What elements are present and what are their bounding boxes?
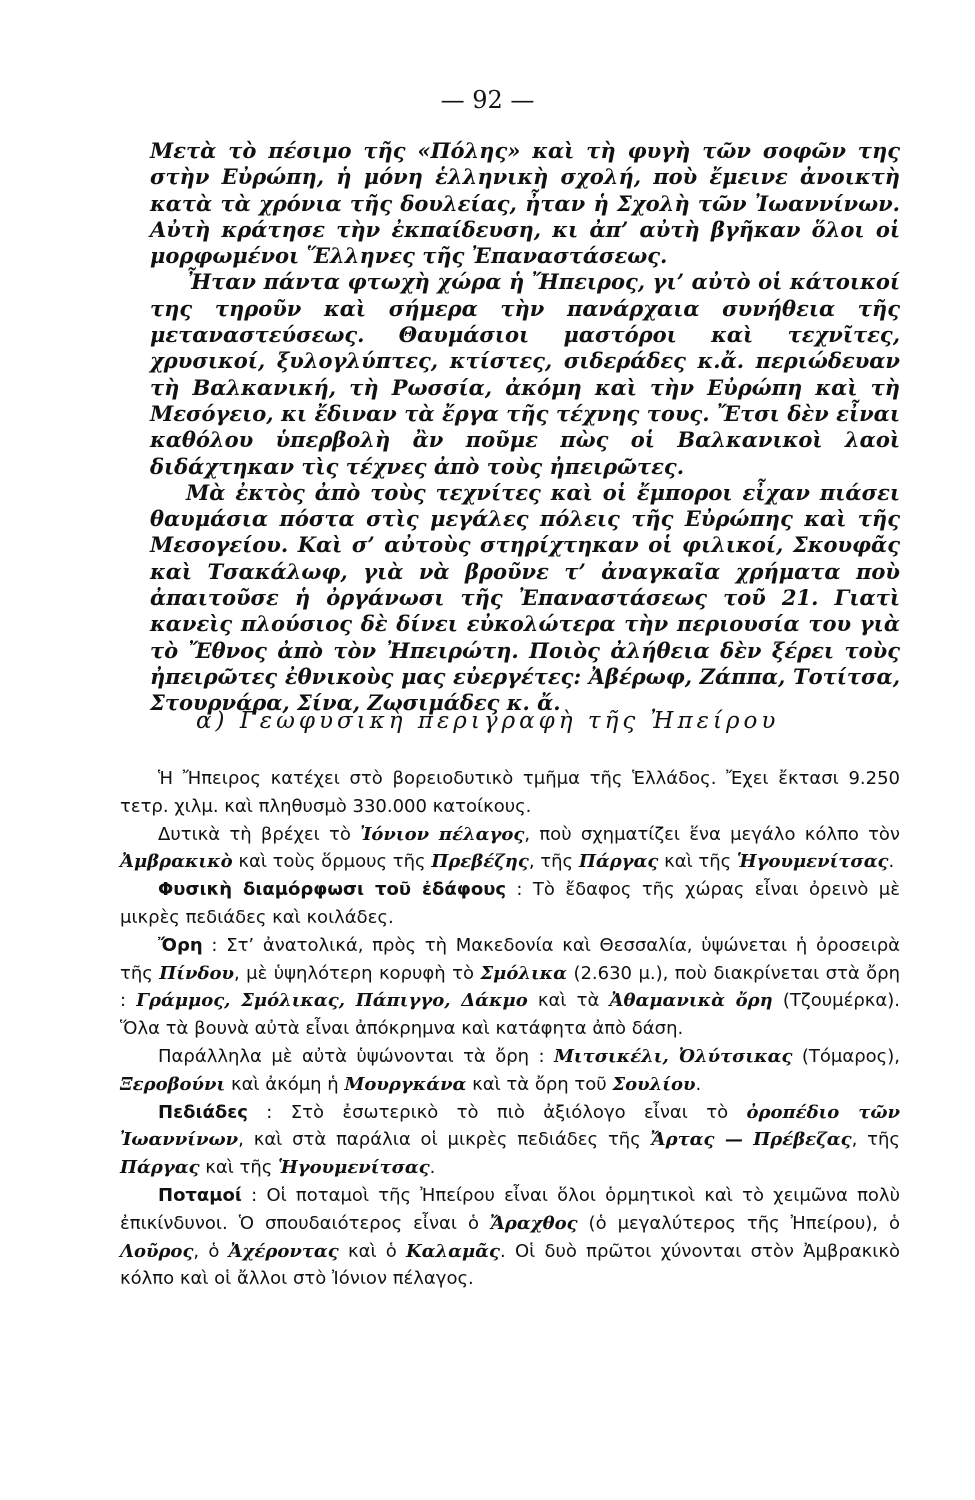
text-run: , ποὺ σχηματίζει ἕνα μεγάλο κόλπο τὸν — [524, 823, 900, 845]
paragraph — [120, 932, 900, 1043]
geography-text — [120, 765, 900, 1293]
emphasized-term: Σουλίου — [612, 1073, 696, 1095]
text-run: : Οἱ ποταμοὶ τῆς Ἠπείρου εἶναι ὅλοι ὁρμητικοὶ καὶ τὸ χειμῶνα πολὺ ἐπικίνδυνοι. Ὁ σπουδαιότερος εἶναι ὁ — [120, 1184, 900, 1234]
text-run: καὶ τοὺς ὅρμους τῆς — [232, 851, 432, 873]
text-run: , ὁ — [193, 1240, 229, 1262]
emphasized-term: ὀροπέδιο τῶν Ἰωαννίνων — [120, 1101, 900, 1151]
emphasized-term: Πάργας — [578, 851, 659, 873]
emphasized-term: Πρεβέζης — [431, 851, 529, 873]
text-run: Παράλληλα μὲ αὐτὰ ὑψώνονται τὰ ὄρη : — [158, 1045, 554, 1067]
text-run: καὶ τῆς — [199, 1157, 279, 1179]
emphasized-term: Ἡγουμενίτσας — [736, 851, 889, 873]
text-run: : Στ’ ἀνατολικά, πρὸς τὴ Μακεδονία καὶ Θεσσαλία, ὑψώνεται ἡ ὀροσειρὰ τῆς — [120, 934, 900, 984]
text-run: : Στὸ ἐσωτερικὸ τὸ πιὸ ἀξιόλογο εἶναι τὸ — [247, 1101, 747, 1123]
text-run: καὶ ἀκόμη ἡ — [225, 1073, 345, 1095]
emphasized-term: Λοῦρος — [120, 1240, 194, 1262]
emphasized-term: Πίνδου — [159, 962, 234, 984]
emphasized-term: Ξεροβούνι — [120, 1073, 226, 1095]
section-heading: α) Γεωφυσικὴ περιγραφὴ τῆς Ἠπείρου — [196, 708, 780, 734]
paragraph: Μετὰ τὸ πέσιμο τῆς «Πόλης» καὶ τὴ φυγὴ τῶν σοφῶν της στὴν Εὐρώπη, ἡ μόνη ἑλληνικὴ σχολή, ποὺ ἔμεινε ἀνοικτὴ κατὰ τὰ χρόνια τῆς δουλείας, ἦταν ἡ Σχολὴ τῶν Ἰωαννίνων. Αὐτὴ κράτησε τὴν ἐκπαίδευση, κι ἀπ’ αὐτὴ βγῆκαν ὅλοι οἱ μορφωμένοι Ἕλληνες τῆς Ἐπαναστάσεως. — [150, 138, 900, 269]
text-run: καὶ ὁ — [338, 1240, 407, 1262]
paragraph-lead: Φυσικὴ διαμόρφωσι τοῦ ἐδάφους — [158, 879, 507, 901]
emphasized-term: Πάργας — [120, 1157, 200, 1179]
historical-text — [150, 138, 900, 717]
text-run: καὶ τῆς — [658, 851, 737, 873]
emphasized-term: Ἡγουμενίτσας — [278, 1157, 430, 1179]
text-run: . — [695, 1073, 702, 1095]
paragraph: Μὰ ἐκτὸς ἀπὸ τοὺς τεχνίτες καὶ οἱ ἔμποροι εἶχαν πιάσει θαυμάσια πόστα στὶς μεγάλες πόλεις τῆς Εὐρώπης καὶ τῆς Μεσογείου. Καὶ σ’ αὐτοὺς στηρίχτηκαν οἱ φιλικοί, Σκουφᾶς καὶ Τσακάλωφ, γιὰ νὰ βροῦνε τ’ ἀναγκαῖα χρήματα ποὺ ἀπαιτοῦσε ἡ ὀργάνωσι τῆς Ἐπαναστάσεως τοῦ 21. Γιατὶ κανεὶς πλούσιος δὲ δίνει εὐκολώτερα τὴν περιουσία του γιὰ τὸ Ἔθνος ἀπὸ τὸν Ἠπειρώτη. Ποιὸς ἀλήθεια δὲν ξέρει τοὺς ἠπειρῶτες ἐθνικοὺς μας εὐεργέτες: Ἀβέρωφ, Ζάππα, Τοτίτσα, Στουρνάρα, Σίνα, Ζωσιμάδες κ. ἄ. — [150, 479, 900, 716]
emphasized-term: Ἀμβρακικὸ — [120, 851, 233, 873]
text-run: καὶ τὰ ὄρη τοῦ — [466, 1073, 613, 1095]
text-run: (2.630 μ.), ποὺ διακρίνεται στὰ ὄρη : — [120, 962, 900, 1012]
paragraph: Ἡ Ἤπειρος κατέχει στὸ βορειοδυτικὸ τμῆμα τῆς Ἑλλάδος. Ἔχει ἔκτασι 9.250 τετρ. χιλμ. καὶ πληθυσμὸ 330.000 κατοίκους. — [120, 768, 900, 817]
text-run: (Τζουμέρκα). Ὅλα τὰ βουνὰ αὐτὰ εἶναι ἀπόκρημνα καὶ κατάφητα ἀπὸ δάση. — [120, 990, 900, 1040]
emphasized-term: Μουργκάνα — [344, 1073, 467, 1095]
text-run: : Τὸ ἔδαφος τῆς χώρας εἶναι ὀρεινὸ μὲ μικρὲς πεδιάδες καὶ κοιλάδες. — [120, 879, 900, 928]
paragraph: Ἦταν πάντα φτωχὴ χώρα ἡ Ἤπειρος, γι’ αὐτὸ οἱ κάτοικοί της τηροῦν καὶ σήμερα τὴν πανάρχαια συνήθεια τῆς μεταναστεύσεως. Θαυμάσιοι μαστόροι καὶ τεχνῖτες, χρυσικοί, ξυλογλύπτες, κτίστες, σιδεράδες κ.ἄ. περιώδευαν τὴ Βαλκανική, τὴ Ρωσσία, ἀκόμη καὶ τὴν Εὐρώπη καὶ τὴ Μεσόγειο, κι ἔδιναν τὰ ἔργα τῆς τέχνης τους. Ἔτσι δὲν εἶναι καθόλου ὑπερβολὴ ἂν ποῦμε πὼς οἱ Βαλκανικοὶ λαοὶ διδάχτηκαν τὶς τέχνες ἀπὸ τοὺς ἠπειρῶτες. — [150, 269, 900, 479]
paragraph-lead: Πεδιάδες — [158, 1101, 248, 1123]
emphasized-term: Ἀχέροντας — [228, 1240, 339, 1262]
text-run: (Τόμαρος), — [792, 1045, 900, 1067]
paragraph — [120, 1043, 900, 1099]
paragraph — [120, 821, 900, 877]
emphasized-term: Γράμμος, Σμόλικας, Πάπιγγο, Δάκμο — [136, 990, 528, 1012]
emphasized-term: Ἄραχθος — [489, 1212, 578, 1234]
emphasized-term: Μιτσικέλι, Ὀλύτσικας — [554, 1045, 793, 1067]
page-number: — 92 — — [440, 86, 535, 114]
text-run: Δυτικὰ τὴ βρέχει τὸ — [158, 823, 361, 845]
text-run: . — [429, 1157, 436, 1179]
text-run: (ὁ μεγαλύτερος τῆς Ἠπείρου), ὁ — [577, 1212, 900, 1234]
emphasized-term: Καλαμᾶς — [406, 1240, 500, 1262]
paragraph — [120, 1099, 900, 1182]
paragraph-lead: Ποταμοί — [158, 1184, 242, 1206]
paragraph — [120, 876, 900, 932]
text-run: , καὶ στὰ παράλια οἱ μικρὲς πεδιάδες τῆς — [238, 1129, 651, 1151]
emphasized-term: Ἀθαμανικὰ ὄρη — [609, 990, 773, 1012]
emphasized-term: Ἄρτας — Πρέβεζας — [650, 1129, 852, 1151]
paragraph — [120, 1182, 900, 1293]
paragraph-lead: Ὄρη — [158, 934, 203, 956]
text-run: . Οἱ δυὸ πρῶτοι χύνονται στὸν Ἀμβρακικὸ κόλπο καὶ οἱ ἄλλοι στὸ Ἰόνιον πέλαγος. — [120, 1240, 900, 1290]
text-run: . — [888, 851, 895, 873]
text-run: , μὲ ὑψηλότερη κορυφὴ τὸ — [233, 962, 481, 984]
emphasized-term: Σμόλικα — [480, 962, 568, 984]
text-run: καὶ τὰ — [527, 990, 610, 1012]
emphasized-term: Ἰόνιον πέλαγος — [360, 823, 525, 845]
text-run: , τῆς — [528, 851, 579, 873]
text-run: , τῆς — [851, 1129, 900, 1151]
